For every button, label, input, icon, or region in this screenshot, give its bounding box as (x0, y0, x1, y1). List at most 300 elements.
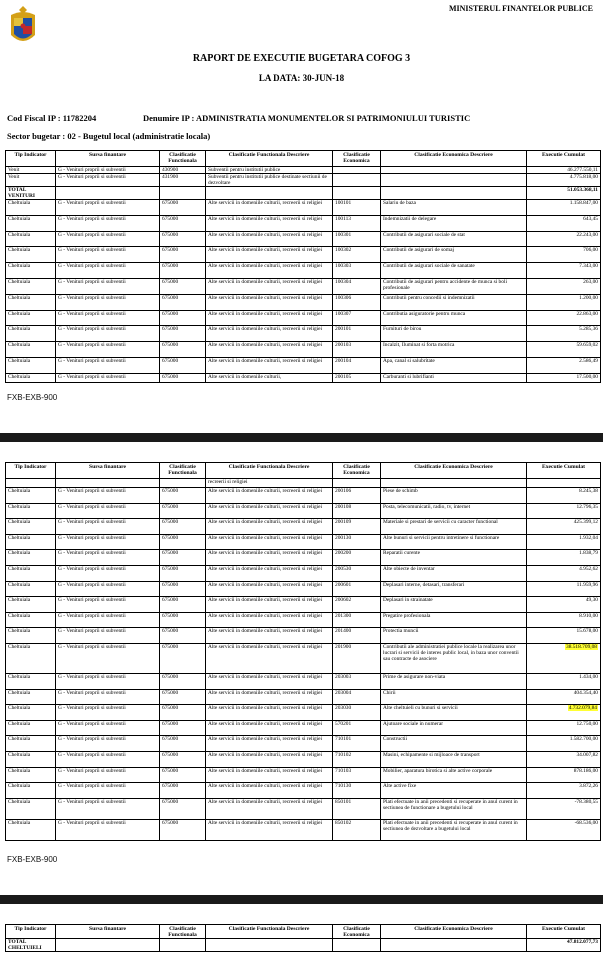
highlighted-amount: 4.732.079,84 (568, 705, 597, 712)
expense-row (6, 643, 601, 673)
executie-cumulat-cell: 4.952,62 (527, 565, 601, 581)
revenue-row (6, 167, 601, 174)
clasificatie-economica-cell (333, 174, 381, 187)
executie-cumulat-cell: 4.775.818,00 (527, 174, 601, 187)
tip-indicator-cell: Cheltuiala (6, 689, 56, 705)
expense-row (6, 736, 601, 752)
expense-row (6, 247, 601, 263)
tip-indicator-cell: Cheltuiala (6, 503, 56, 519)
economica-descriere-cell: Indemnizatii de delegare (381, 215, 527, 231)
sursa-finantare-cell: G - Venituri proprii si subventii (56, 357, 160, 373)
clasificatie-economica-cell: 200109 (333, 519, 381, 535)
clasificatie-functionala-cell: 675000 (160, 720, 206, 736)
executie-cumulat-cell: 49,30 (527, 597, 601, 613)
economica-descriere-cell: Incalzit, Iluminat si forta motrica (381, 342, 527, 358)
sursa-finantare-cell: G - Venituri proprii si subventii (56, 215, 160, 231)
tip-indicator-cell: Cheltuiala (6, 200, 56, 216)
sursa-finantare-cell: G - Venituri proprii si subventii (56, 705, 160, 721)
clasificatie-economica-cell: 201400 (333, 628, 381, 644)
sursa-finantare-cell: G - Venituri proprii si subventii (56, 247, 160, 263)
column-header: Tip Indicator (6, 151, 56, 167)
executie-cumulat-cell: 12.750,00 (527, 720, 601, 736)
column-header: Clasificatie Functionala (160, 151, 206, 167)
tip-indicator-cell: Cheltuiala (6, 519, 56, 535)
clasificatie-economica-cell: 200101 (333, 326, 381, 342)
functionala-descriere-cell: Alte servicii in domeniile culturii, recreerii si religiei (206, 488, 333, 504)
clasificatie-functionala-cell: 675000 (160, 565, 206, 581)
clasificatie-functionala-cell: 675000 (160, 819, 206, 840)
clasificatie-functionala-cell: 675000 (160, 534, 206, 550)
column-header: Sursa finantare (56, 151, 160, 167)
tip-indicator-cell: Cheltuiala (6, 215, 56, 231)
economica-descriere-cell: Contributii de asigurari sociale de stat (381, 231, 527, 247)
executie-cumulat-cell: 34.007,82 (527, 751, 601, 767)
functionala-descriere-cell: Alte servicii in domeniile culturii, recreerii si religiei (206, 628, 333, 644)
clasificatie-functionala-cell (160, 479, 206, 488)
clasificatie-functionala-cell: 430900 (160, 167, 206, 174)
expense-row (6, 263, 601, 279)
clasificatie-functionala-cell: 675000 (160, 294, 206, 310)
functionala-descriere-cell: Alte servicii in domeniile culturii, recreerii si religiei (206, 263, 333, 279)
functionala-descriere-cell: Alte servicii in domeniile culturii, recreerii si religiei (206, 612, 333, 628)
budget-table-page-3 (5, 924, 601, 952)
expense-row (6, 673, 601, 689)
executie-cumulat-cell: -78.380,55 (527, 798, 601, 819)
functionala-descriere-cell: Subventii pentru institutii publice destinate sectiunii de dezvoltare (206, 174, 333, 187)
clasificatie-economica-cell: 200130 (333, 534, 381, 550)
tip-indicator-cell: Cheltuiala (6, 736, 56, 752)
clasificatie-economica-cell: 203030 (333, 705, 381, 721)
sursa-finantare-cell (56, 939, 160, 952)
functionala-descriere-cell: Alte servicii in domeniile culturii, recreerii si religiei (206, 247, 333, 263)
expense-row (6, 597, 601, 613)
sursa-finantare-cell: G - Venituri proprii si subventii (56, 673, 160, 689)
tip-indicator-cell: Cheltuiala (6, 643, 56, 673)
economica-descriere-cell (381, 167, 527, 174)
economica-descriere-cell: Contributii pentru concedii si indemnizatii (381, 294, 527, 310)
functionala-descriere-cell: Alte servicii in domeniile culturii, recreerii si religiei (206, 231, 333, 247)
column-header: Tip Indicator (6, 463, 56, 479)
sursa-finantare-cell: G - Venituri proprii si subventii (56, 519, 160, 535)
expense-row (6, 357, 601, 373)
sursa-finantare-cell: G - Venituri proprii si subventii (56, 783, 160, 799)
sursa-finantare-cell: G - Venituri proprii si subventii (56, 767, 160, 783)
executie-cumulat-cell: 46.277.550,11 (527, 167, 601, 174)
clasificatie-economica-cell: 100302 (333, 247, 381, 263)
tip-indicator-cell: Cheltuiala (6, 231, 56, 247)
page-code: FXB-EXB-900 (7, 855, 58, 864)
functionala-descriere-cell: Alte servicii in domeniile culturii, recreerii si religiei (206, 310, 333, 326)
sursa-finantare-cell: G - Venituri proprii si subventii (56, 534, 160, 550)
clasificatie-functionala-cell: 675000 (160, 628, 206, 644)
tip-indicator-cell: Cheltuiala (6, 705, 56, 721)
clasificatie-economica-cell: 200602 (333, 597, 381, 613)
tip-indicator-cell: Cheltuiala (6, 720, 56, 736)
table-header (6, 463, 601, 479)
clasificatie-functionala-cell: 675000 (160, 581, 206, 597)
clasificatie-economica-cell: 850102 (333, 819, 381, 840)
executie-cumulat-cell: -68.536,00 (527, 819, 601, 840)
sursa-finantare-cell: G - Venituri proprii si subventii (56, 326, 160, 342)
column-header: Sursa finantare (56, 463, 160, 479)
sursa-finantare-cell: G - Venituri proprii si subventii (56, 373, 160, 382)
economica-descriere-cell: Contributia asiguratorie pentru munca (381, 310, 527, 326)
economica-descriere-cell: Carburanti si lubrifianti (381, 373, 527, 382)
clasificatie-economica-cell (333, 479, 381, 488)
clasificatie-economica-cell (333, 187, 381, 200)
executie-cumulat-cell: 12.796,35 (527, 503, 601, 519)
clasificatie-economica-cell: 201900 (333, 643, 381, 673)
clasificatie-economica-cell: 100303 (333, 263, 381, 279)
clasificatie-functionala-cell: 431900 (160, 174, 206, 187)
sursa-finantare-cell: G - Venituri proprii si subventii (56, 167, 160, 174)
functionala-descriere-cell: Alte servicii in domeniile culturii, recreerii si religiei (206, 326, 333, 342)
clasificatie-functionala-cell: 675000 (160, 673, 206, 689)
tip-indicator-cell: Cheltuiala (6, 565, 56, 581)
clasificatie-functionala-cell: 675000 (160, 519, 206, 535)
expense-row (6, 581, 601, 597)
functionala-descriere-cell: Alte servicii in domeniile culturii, recreerii si religiei (206, 294, 333, 310)
economica-descriere-cell (381, 174, 527, 187)
tip-indicator-cell: Cheltuiala (6, 357, 56, 373)
executie-cumulat-cell: 404.354,40 (527, 689, 601, 705)
executie-cumulat-cell: 7.343,00 (527, 263, 601, 279)
column-header: Clasificatie Economica Descriere (381, 151, 527, 167)
sursa-finantare-cell: G - Venituri proprii si subventii (56, 597, 160, 613)
clasificatie-economica-cell: 100101 (333, 200, 381, 216)
expense-row (6, 342, 601, 358)
economica-descriere-cell: Piese de schimb (381, 488, 527, 504)
clasificatie-economica-cell: 100301 (333, 231, 381, 247)
sursa-finantare-cell: G - Venituri proprii si subventii (56, 628, 160, 644)
executie-cumulat-cell: 8.245,38 (527, 488, 601, 504)
tip-indicator-cell: Cheltuiala (6, 751, 56, 767)
clasificatie-economica-cell: 710102 (333, 751, 381, 767)
executie-cumulat-cell: 22.243,00 (527, 231, 601, 247)
functionala-descriere-cell: Alte servicii in domeniile culturii, (206, 373, 333, 382)
continuation-row (6, 479, 601, 488)
clasificatie-functionala-cell: 675000 (160, 488, 206, 504)
functionala-descriere-cell: Alte servicii in domeniile culturii, recreerii si religiei (206, 705, 333, 721)
executie-cumulat-cell: 5.285,36 (527, 326, 601, 342)
tip-indicator-cell: Cheltuiala (6, 263, 56, 279)
expense-row (6, 215, 601, 231)
column-header: Executie Cumulat (527, 925, 601, 939)
page-code: FXB-EXB-900 (7, 393, 58, 402)
clasificatie-functionala-cell: 675000 (160, 689, 206, 705)
table-header (6, 151, 601, 167)
executie-cumulat-cell (527, 705, 601, 721)
column-header: Clasificatie Functionala Descriere (206, 925, 333, 939)
sursa-finantare-cell: G - Venituri proprii si subventii (56, 263, 160, 279)
executie-cumulat-cell: 11.959,96 (527, 581, 601, 597)
functionala-descriere-cell: Subventii pentru institutii publice (206, 167, 333, 174)
economica-descriere-cell: Plati efectuate in anii precedenti si recuperate in anul curent in sectiunea de dezvoltare a bugetului local (381, 819, 527, 840)
executie-cumulat-cell: 706,00 (527, 247, 601, 263)
clasificatie-economica-cell: 200105 (333, 373, 381, 382)
clasificatie-functionala-cell: 675000 (160, 310, 206, 326)
economica-descriere-cell: Plati efectuate in anii precedenti si recuperate in anul curent in sectiunea de functionare a bugetului local (381, 798, 527, 819)
tip-indicator-cell (6, 479, 56, 488)
column-header: Clasificatie Functionala Descriere (206, 463, 333, 479)
economica-descriere-cell: Pregatire profesionala (381, 612, 527, 628)
executie-cumulat-cell: 878.186,00 (527, 767, 601, 783)
clasificatie-economica-cell: 100306 (333, 294, 381, 310)
clasificatie-functionala-cell: 675000 (160, 247, 206, 263)
executie-cumulat-cell: 1.838,79 (527, 550, 601, 566)
executie-cumulat-cell (527, 643, 601, 673)
clasificatie-functionala-cell: 675000 (160, 326, 206, 342)
clasificatie-economica-cell: 203004 (333, 689, 381, 705)
tip-indicator-cell: Cheltuiala (6, 612, 56, 628)
executie-cumulat-cell: 8.910,00 (527, 612, 601, 628)
column-header: Clasificatie Functionala (160, 463, 206, 479)
clasificatie-functionala-cell: 675000 (160, 503, 206, 519)
economica-descriere-cell: Mobilier, aparatura birotica si alte active corporale (381, 767, 527, 783)
executie-cumulat-cell: 1.158.847,00 (527, 200, 601, 216)
ministry-name: MINISTERUL FINANTELOR PUBLICE (448, 4, 593, 13)
economica-descriere-cell (381, 939, 527, 952)
expense-row (6, 488, 601, 504)
tip-indicator-cell: Venit (6, 167, 56, 174)
executie-cumulat-cell: 59.659,02 (527, 342, 601, 358)
functionala-descriere-cell: Alte servicii in domeniile culturii, recreerii si religiei (206, 342, 333, 358)
functionala-descriere-cell: Alte servicii in domeniile culturii, recreerii si religiei (206, 736, 333, 752)
expense-row (6, 519, 601, 535)
clasificatie-economica-cell: 200108 (333, 503, 381, 519)
sursa-finantare-cell: G - Venituri proprii si subventii (56, 503, 160, 519)
clasificatie-economica-cell: 100304 (333, 278, 381, 294)
page-separator (0, 895, 603, 904)
column-header: Clasificatie Functionala Descriere (206, 151, 333, 167)
column-header: Clasificatie Functionala (160, 925, 206, 939)
functionala-descriere-cell: Alte servicii in domeniile culturii, recreerii si religiei (206, 751, 333, 767)
clasificatie-functionala-cell: 675000 (160, 373, 206, 382)
budget-table-page-2 (5, 462, 601, 841)
sursa-finantare-cell: G - Venituri proprii si subventii (56, 720, 160, 736)
economica-descriere-cell: Chirii (381, 689, 527, 705)
clasificatie-economica-cell: 100307 (333, 310, 381, 326)
tip-indicator-cell: Cheltuiala (6, 673, 56, 689)
tip-indicator-cell: Cheltuiala (6, 534, 56, 550)
clasificatie-economica-cell: 200200 (333, 550, 381, 566)
column-header: Clasificatie Economica Descriere (381, 463, 527, 479)
economica-descriere-cell: Protectia muncii (381, 628, 527, 644)
executie-cumulat-cell: 3.872,26 (527, 783, 601, 799)
executie-cumulat-cell: 263,00 (527, 278, 601, 294)
tip-indicator-cell: Cheltuiala (6, 294, 56, 310)
clasificatie-economica-cell (333, 167, 381, 174)
executie-cumulat-cell: 1.200,00 (527, 294, 601, 310)
expense-row (6, 720, 601, 736)
column-header: Tip Indicator (6, 925, 56, 939)
clasificatie-functionala-cell: 675000 (160, 736, 206, 752)
column-header: Clasificatie Economica Descriere (381, 925, 527, 939)
expense-row (6, 612, 601, 628)
functionala-descriere-cell: Alte servicii in domeniile culturii, recreerii si religiei (206, 357, 333, 373)
clasificatie-economica-cell: 200104 (333, 357, 381, 373)
expense-row (6, 751, 601, 767)
expense-row (6, 550, 601, 566)
functionala-descriere-cell (206, 187, 333, 200)
expense-row (6, 628, 601, 644)
coat-of-arms-logo (8, 5, 38, 49)
economica-descriere-cell: Constructii (381, 736, 527, 752)
column-header: Executie Cumulat (527, 151, 601, 167)
economica-descriere-cell: Materiale si prestari de servicii cu caracter functional (381, 519, 527, 535)
sursa-finantare-cell: G - Venituri proprii si subventii (56, 643, 160, 673)
economica-descriere-cell: Contributii de asigurari sociale de sanatate (381, 263, 527, 279)
clasificatie-economica-cell (333, 939, 381, 952)
tip-indicator-cell: TOTAL CHELTUIELI (6, 939, 56, 952)
economica-descriere-cell: Deplasari in strainatate (381, 597, 527, 613)
sursa-finantare-cell: G - Venituri proprii si subventii (56, 294, 160, 310)
executie-cumulat-cell: 15.678,00 (527, 628, 601, 644)
tip-indicator-cell: Cheltuiala (6, 326, 56, 342)
clasificatie-economica-cell: 200106 (333, 488, 381, 504)
clasificatie-economica-cell: 710130 (333, 783, 381, 799)
functionala-descriere-cell: Alte servicii in domeniile culturii, recreerii si religiei (206, 673, 333, 689)
clasificatie-economica-cell: 200530 (333, 565, 381, 581)
executie-cumulat-cell: 425.399,12 (527, 519, 601, 535)
tip-indicator-cell: Cheltuiala (6, 767, 56, 783)
sursa-finantare-cell: G - Venituri proprii si subventii (56, 278, 160, 294)
clasificatie-functionala-cell: 675000 (160, 231, 206, 247)
economica-descriere-cell: Posta, telecomunicatii, radio, tv, internet (381, 503, 527, 519)
clasificatie-economica-cell: 201300 (333, 612, 381, 628)
page-separator (0, 433, 603, 442)
expense-row (6, 689, 601, 705)
clasificatie-functionala-cell (160, 187, 206, 200)
tip-indicator-cell: Cheltuiala (6, 310, 56, 326)
economica-descriere-cell: Alte cheltuieli cu bunuri si servicii (381, 705, 527, 721)
economica-descriere-cell: Alte obiecte de inventar (381, 565, 527, 581)
tip-indicator-cell: Cheltuiala (6, 278, 56, 294)
total-revenue-row (6, 187, 601, 200)
sursa-finantare-cell (56, 187, 160, 200)
executie-cumulat-cell: 643,45 (527, 215, 601, 231)
clasificatie-functionala-cell: 675000 (160, 357, 206, 373)
executie-cumulat-cell: 22.863,00 (527, 310, 601, 326)
clasificatie-economica-cell: 200601 (333, 581, 381, 597)
sursa-finantare-cell: G - Venituri proprii si subventii (56, 174, 160, 187)
economica-descriere-cell: Deplasari interne, detasari, transferari (381, 581, 527, 597)
sursa-finantare-cell: G - Venituri proprii si subventii (56, 736, 160, 752)
expense-row (6, 767, 601, 783)
sursa-finantare-cell: G - Venituri proprii si subventii (56, 200, 160, 216)
expense-row (6, 278, 601, 294)
column-header: Sursa finantare (56, 925, 160, 939)
sursa-finantare-cell: G - Venituri proprii si subventii (56, 342, 160, 358)
table-header (6, 925, 601, 939)
clasificatie-functionala-cell: 675000 (160, 550, 206, 566)
expense-row (6, 565, 601, 581)
economica-descriere-cell: Contributii ale administratiei publice locale la realizarea unor lucrari si servicii de interes public local, in baza unor conventii sau contracte de asociere (381, 643, 527, 673)
clasificatie-functionala-cell: 675000 (160, 705, 206, 721)
sursa-finantare-cell: G - Venituri proprii si subventii (56, 751, 160, 767)
report-title: RAPORT DE EXECUTIE BUGETARA COFOG 3 (192, 53, 411, 64)
clasificatie-functionala-cell: 675000 (160, 798, 206, 819)
tip-indicator-cell: TOTAL VENITURI (6, 187, 56, 200)
expense-row (6, 819, 601, 840)
executie-cumulat-cell: 51.053.368,11 (527, 187, 601, 200)
economica-descriere-cell: Salariu de baza (381, 200, 527, 216)
expense-row (6, 783, 601, 799)
clasificatie-functionala-cell: 675000 (160, 215, 206, 231)
budget-sector: Sector bugetar : 02 - Bugetul local (administratie locala) (7, 131, 211, 141)
functionala-descriere-cell: Alte servicii in domeniile culturii, recreerii si religiei (206, 720, 333, 736)
tip-indicator-cell: Cheltuiala (6, 488, 56, 504)
tip-indicator-cell: Cheltuiala (6, 550, 56, 566)
tip-indicator-cell: Cheltuiala (6, 783, 56, 799)
functionala-descriere-cell: Alte servicii in domeniile culturii, recreerii si religiei (206, 819, 333, 840)
economica-descriere-cell: Apa, canal si salubritate (381, 357, 527, 373)
sursa-finantare-cell: G - Venituri proprii si subventii (56, 310, 160, 326)
clasificatie-functionala-cell: 675000 (160, 263, 206, 279)
executie-cumulat-cell: 1.932,04 (527, 534, 601, 550)
clasificatie-functionala-cell: 675000 (160, 597, 206, 613)
economica-descriere-cell: Contributii de asigurari de somaj (381, 247, 527, 263)
expense-row (6, 326, 601, 342)
revenue-row (6, 174, 601, 187)
tip-indicator-cell: Cheltuiala (6, 798, 56, 819)
expense-row (6, 798, 601, 819)
functionala-descriere-cell: Alte servicii in domeniile culturii, recreerii si religiei (206, 534, 333, 550)
executie-cumulat-cell: 17.500,00 (527, 373, 601, 382)
sursa-finantare-cell: G - Venituri proprii si subventii (56, 231, 160, 247)
economica-descriere-cell: Reparatii curente (381, 550, 527, 566)
executie-cumulat-cell: 2.586,49 (527, 357, 601, 373)
clasificatie-functionala-cell: 675000 (160, 751, 206, 767)
report-date: LA DATA: 30-JUN-18 (258, 73, 345, 83)
clasificatie-functionala-cell: 675000 (160, 783, 206, 799)
column-header: Executie Cumulat (527, 463, 601, 479)
functionala-descriere-cell: Alte servicii in domeniile culturii, recreerii si religiei (206, 215, 333, 231)
clasificatie-functionala-cell (160, 939, 206, 952)
functionala-descriere-cell: Alte servicii in domeniile culturii, recreerii si religiei (206, 519, 333, 535)
tip-indicator-cell: Cheltuiala (6, 819, 56, 840)
clasificatie-economica-cell: 710103 (333, 767, 381, 783)
economica-descriere-cell (381, 187, 527, 200)
economica-descriere-cell (381, 479, 527, 488)
economica-descriere-cell: Masini, echipamente si mijloace de transport (381, 751, 527, 767)
sursa-finantare-cell: G - Venituri proprii si subventii (56, 488, 160, 504)
functionala-descriere-cell: Alte servicii in domeniile culturii, recreerii si religiei (206, 581, 333, 597)
clasificatie-economica-cell: 710101 (333, 736, 381, 752)
functionala-descriere-cell: Alte servicii in domeniile culturii, recreerii si religiei (206, 783, 333, 799)
economica-descriere-cell: Contributii de asigurari pentru accidente de munca si boli profesionale (381, 278, 527, 294)
highlighted-amount: 38.518.709,08 (566, 643, 597, 650)
fiscal-code: Cod Fiscal IP : 11782204 (7, 113, 97, 123)
economica-descriere-cell: Furnituri de birou (381, 326, 527, 342)
functionala-descriere-cell (206, 939, 333, 952)
economica-descriere-cell: Ajutoare sociale in numerar (381, 720, 527, 736)
tip-indicator-cell: Cheltuiala (6, 342, 56, 358)
clasificatie-economica-cell: 100113 (333, 215, 381, 231)
expense-row (6, 310, 601, 326)
tip-indicator-cell: Cheltuiala (6, 581, 56, 597)
sursa-finantare-cell: G - Venituri proprii si subventii (56, 581, 160, 597)
functionala-descriere-cell: Alte servicii in domeniile culturii, recreerii si religiei (206, 689, 333, 705)
functionala-descriere-cell: Alte servicii in domeniile culturii, recreerii si religiei (206, 503, 333, 519)
functionala-descriere-cell: Alte servicii in domeniile culturii, recreerii si religiei (206, 798, 333, 819)
expense-row (6, 373, 601, 382)
economica-descriere-cell: Prime de asigurare non-viata (381, 673, 527, 689)
executie-cumulat-cell: 1.582.700,00 (527, 736, 601, 752)
expense-row (6, 231, 601, 247)
clasificatie-functionala-cell: 675000 (160, 643, 206, 673)
clasificatie-economica-cell: 200103 (333, 342, 381, 358)
